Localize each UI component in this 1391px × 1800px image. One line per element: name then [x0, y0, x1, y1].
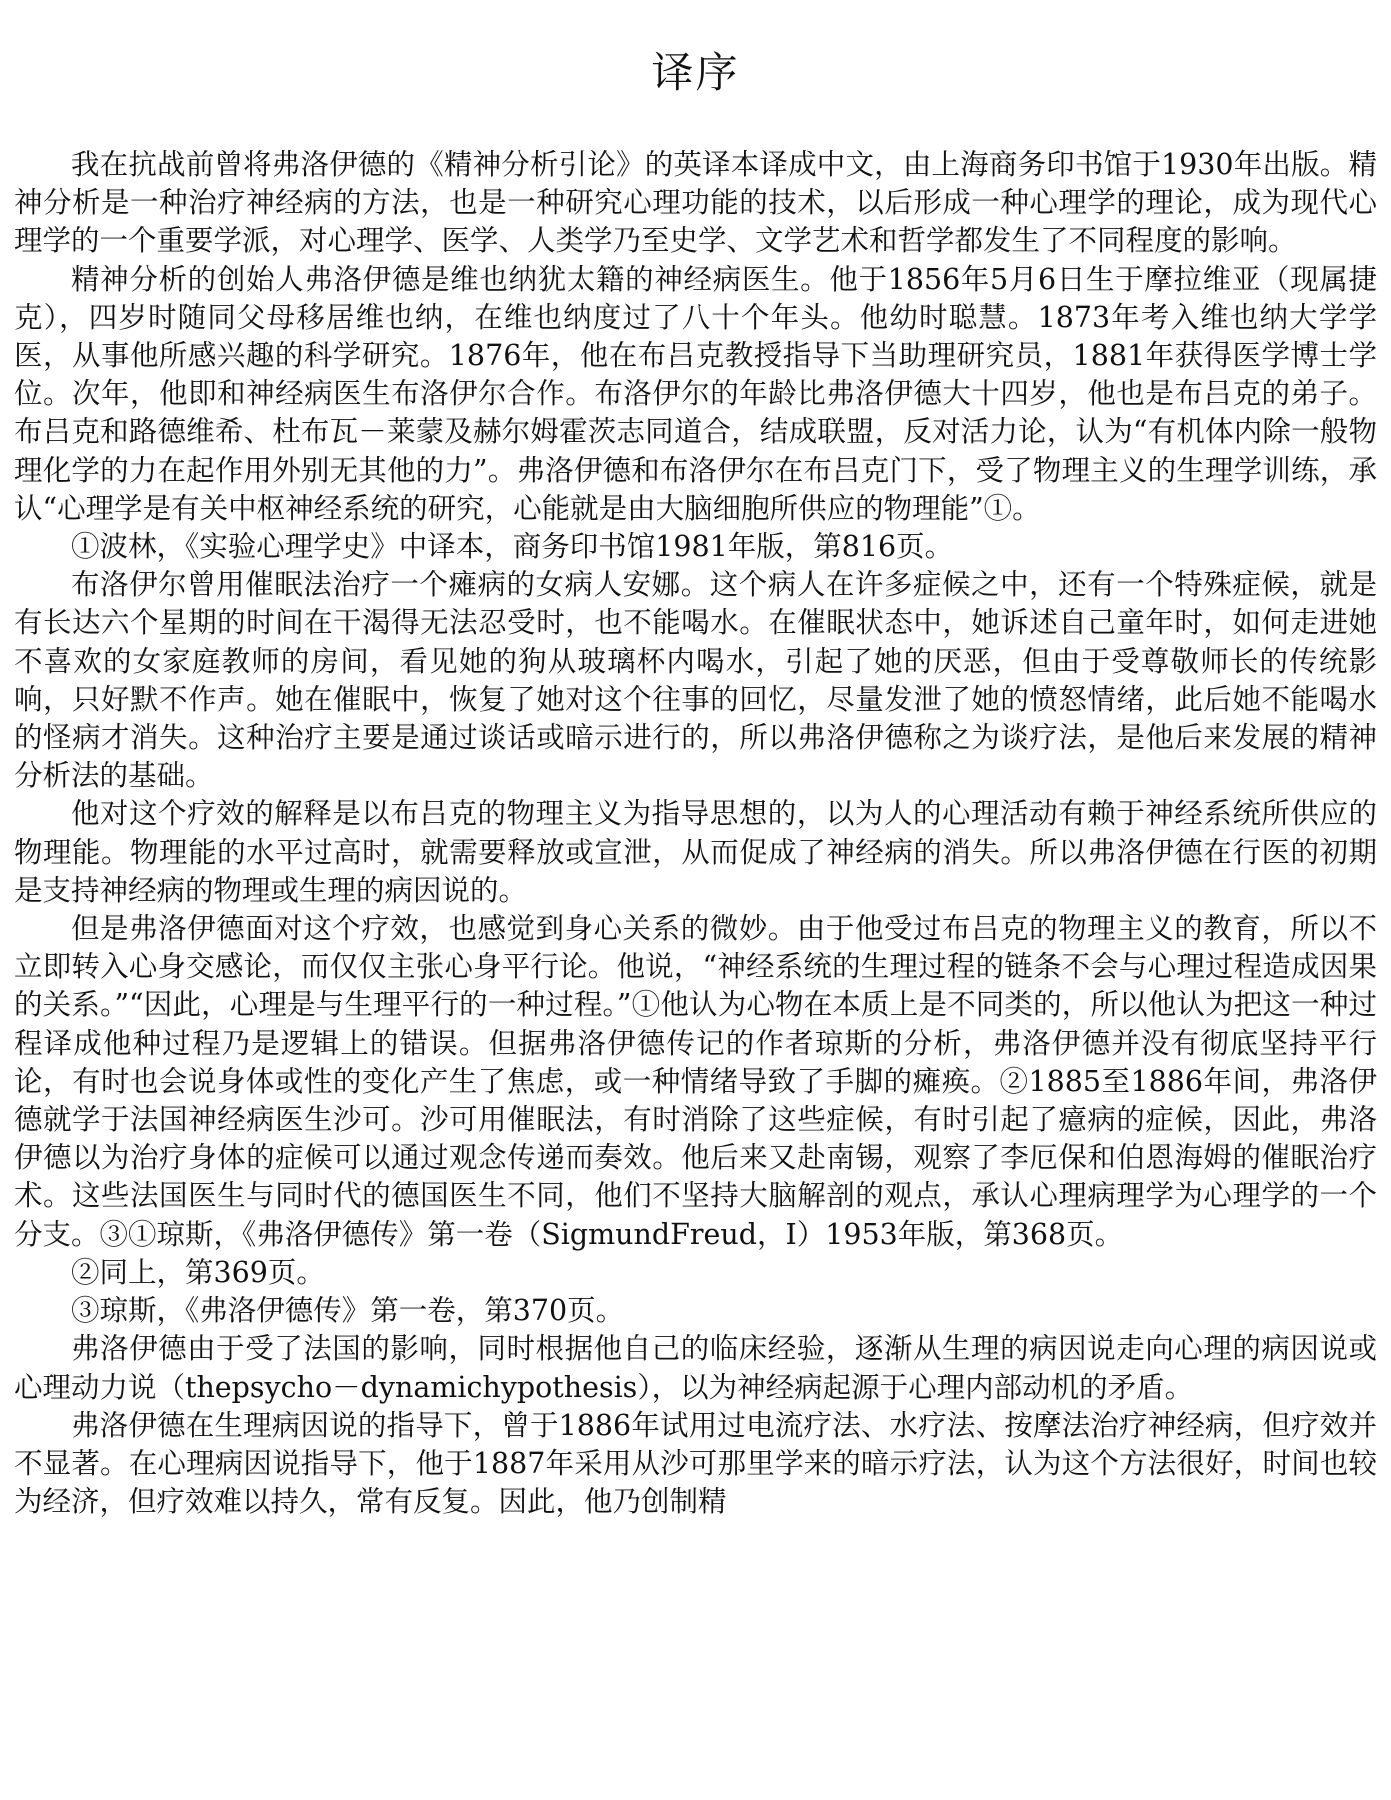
footnote-2: ②同上，第369页。 — [71, 1255, 325, 1289]
paragraph-5: 但是弗洛伊德面对这个疗效，也感觉到身心关系的微妙。由于他受过布吕克的物理主义的教育，所以不立即转入心身交感论，而仅仅主张心身平行论。他说，“神经系统的生理过程的链条不会与心理过程造成因果的关系。”“因此，心理是与生理平行的一种过程。”①他认为心物在本质上是不同类的，所以他认为把这一种过程译成他种过程乃是逻辑上的错误。但据弗洛伊德传记的作者琼斯的分析，弗洛伊德并没有彻底坚持平行论，有时也会说身体或性的变化产生了焦虑，或一种情绪导致了手脚的瘫痪。②1885至1886年间，弗洛伊德就学于法国神经病医生沙可。沙可用催眠法，有时消除了这些症候，有时引起了癔病的症候，因此，弗洛伊德以为治疗身体的症候可以通过观念传递而奏效。他后来又赴南锡，观察了李厄保和伯恩海姆的催眠治疗术。这些法国医生与同时代的德国医生不同，他们不坚持大脑解剖的观点，承认心理病理学为心理学的一个分支。③①琼斯，《弗洛伊德传》第一卷（SigmundFreud，I）1953年版，第368页。 — [14, 912, 1377, 1251]
footnote-3: ③琼斯，《弗洛伊德传》第一卷，第370页。 — [71, 1294, 625, 1328]
paragraph-2: 精神分析的创始人弗洛伊德是维也纳犹太籍的神经病医生。他于1856年5月6日生于摩拉维亚（现属捷克），四岁时随同父母移居维也纳，在维也纳度过了八十个年头。他幼时聪慧。1873年考入维也纳大学学医，从事他所感兴趣的科学研究。1876年，他在布吕克教授指导下当助理研究员，1881年获得医学博士学位。次年，他即和神经病医生布洛伊尔合作。布洛伊尔的年龄比弗洛伊德大十四岁，他也是布吕克的弟子。布吕克和路德维希、杜布瓦－莱蒙及赫尔姆霍茨志同道合，结成联盟，反对活力论，认为“有机体内除一般物理化学的力在起作用外别无其他的力”。弗洛伊德和布洛伊尔在布吕克门下，受了物理主义的生理学训练，承认“心理学是有关中枢神经系统的研究，心能就是由大脑细胞所供应的物理能”①。 — [14, 262, 1377, 525]
paragraph-1: 我在抗战前曾将弗洛伊德的《精神分析引论》的英译本译成中文，由上海商务印书馆于1930年出版。精神分析是一种治疗神经病的方法，也是一种研究心理功能的技术，以后形成一种心理学的理论，成为现代心理学的一个重要学派，对心理学、医学、人类学乃至史学、文学艺术和哲学都发生了不同程度的影响。 — [14, 148, 1377, 258]
paragraph-4: 他对这个疗效的解释是以布吕克的物理主义为指导思想的，以为人的心理活动有赖于神经系统所供应的物理能。物理能的水平过高时，就需要释放或宣泄，从而促成了神经病的消失。所以弗洛伊德在行医的初期是支持神经病的物理或生理的病因说的。 — [14, 797, 1377, 907]
paragraph-7: 弗洛伊德在生理病因说的指导下，曾于1886年试用过电流疗法、水疗法、按摩法治疗神经病，但疗效并不显著。在心理病因说指导下，他于1887年采用从沙可那里学来的暗示疗法，认为这个方法很好，时间也较为经济，但疗效难以持久，常有反复。因此，他乃创制精 — [14, 1408, 1377, 1519]
paragraph-3: 布洛伊尔曾用催眠法治疗一个瘫病的女病人安娜。这个病人在许多症候之中，还有一个特殊症候，就是有长达六个星期的时间在干渴得无法忍受时，也不能喝水。在催眠状态中，她诉述自己童年时，如何走进她不喜欢的女家庭教师的房间，看见她的狗从玻璃杯内喝水，引起了她的厌恶，但由于受尊敬师长的传统影响，只好默不作声。她在催眠中，恢复了她对这个往事的回忆，尽量发泄了她的愤怒情绪，此后她不能喝水的怪病才消失。这种治疗主要是通过谈话或暗示进行的，所以弗洛伊德称之为谈疗法，是他后来发展的精神分析法的基础。 — [14, 568, 1377, 793]
page-title: 译序 — [651, 48, 740, 97]
paragraph-6: 弗洛伊德由于受了法国的影响，同时根据他自己的临床经验，逐渐从生理的病因说走向心理的病因说或心理动力说（thepsycho－dynamichypothesis），以为神经病起源于心理内部动机的矛盾。 — [14, 1332, 1377, 1404]
document-body — [14, 146, 1377, 1521]
footnote-1: ①波林，《实验心理学史》中译本，商务印书馆1981年版，第816页。 — [71, 530, 954, 564]
